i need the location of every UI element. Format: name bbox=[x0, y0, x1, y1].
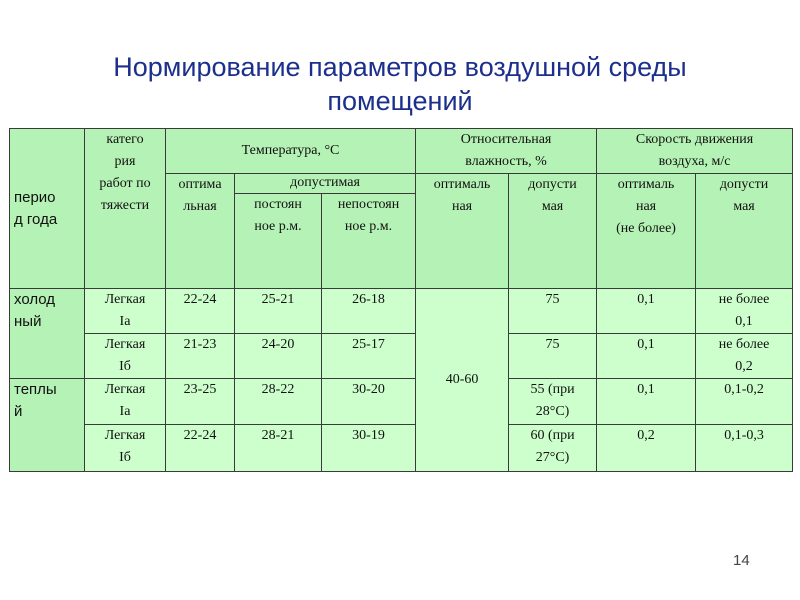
temp-permanent-cell: 28-21 bbox=[235, 425, 322, 472]
table-row bbox=[10, 289, 793, 334]
header-humidity-allowed: допусти мая bbox=[509, 174, 597, 289]
category-cell: Легкая Iа bbox=[85, 289, 166, 334]
temp-permanent-cell: 25-21 bbox=[235, 289, 322, 334]
temp-permanent-cell: 28-22 bbox=[235, 379, 322, 425]
temp-optimal-cell: 22-24 bbox=[166, 289, 235, 334]
category-cell: Легкая Iб bbox=[85, 334, 166, 379]
header-speed-allowed: допусти мая bbox=[696, 174, 793, 289]
speed-allowed-cell: не более 0,1 bbox=[696, 289, 793, 334]
humidity-allowed-cell: 75 bbox=[509, 289, 597, 334]
period-cold: холод ный bbox=[10, 289, 85, 379]
table-row bbox=[10, 379, 793, 425]
temp-nonpermanent-cell: 25-17 bbox=[322, 334, 416, 379]
header-temp-permanent: постоян ное р.м. bbox=[235, 194, 322, 289]
page-title bbox=[0, 50, 800, 118]
header-temp-optimal: оптима льная bbox=[166, 174, 235, 289]
table-row bbox=[10, 334, 793, 379]
temp-nonpermanent-cell: 26-18 bbox=[322, 289, 416, 334]
speed-optimal-cell: 0,2 bbox=[597, 425, 696, 472]
humidity-allowed-cell: 60 (при 27°C) bbox=[509, 425, 597, 472]
header-speed: Скорость движения воздуха, м/с bbox=[597, 129, 793, 174]
temp-permanent-cell: 24-20 bbox=[235, 334, 322, 379]
temp-nonpermanent-cell: 30-19 bbox=[322, 425, 416, 472]
humidity-optimal-cell: 40-60 bbox=[416, 289, 509, 472]
temp-optimal-cell: 23-25 bbox=[166, 379, 235, 425]
speed-optimal-cell: 0,1 bbox=[597, 289, 696, 334]
speed-optimal-cell: 0,1 bbox=[597, 379, 696, 425]
page-number: 14 bbox=[733, 552, 750, 569]
temp-optimal-cell: 21-23 bbox=[166, 334, 235, 379]
humidity-allowed-cell: 55 (при 28°C) bbox=[509, 379, 597, 425]
humidity-allowed-cell: 75 bbox=[509, 334, 597, 379]
header-temp-allowed: допустимая bbox=[235, 174, 416, 194]
header-humidity: Относительная влажность, % bbox=[416, 129, 597, 174]
category-cell: Легкая Iб bbox=[85, 425, 166, 472]
period-warm: теплы й bbox=[10, 379, 85, 472]
speed-allowed-cell: 0,1-0,3 bbox=[696, 425, 793, 472]
speed-optimal-cell: 0,1 bbox=[597, 334, 696, 379]
norms-table bbox=[9, 128, 793, 472]
header-category: катего рия работ по тяжести bbox=[85, 129, 166, 289]
header-temp-nonpermanent: непостоян ное р.м. bbox=[322, 194, 416, 289]
temp-nonpermanent-cell: 30-20 bbox=[322, 379, 416, 425]
header-row-1 bbox=[10, 129, 793, 174]
temp-optimal-cell: 22-24 bbox=[166, 425, 235, 472]
header-temperature: Температура, °C bbox=[166, 129, 416, 174]
header-period: перио д года bbox=[10, 129, 85, 289]
category-cell: Легкая Iа bbox=[85, 379, 166, 425]
speed-allowed-cell: 0,1-0,2 bbox=[696, 379, 793, 425]
title-line-2: помещений bbox=[327, 86, 473, 116]
title-line-1: Нормирование параметров воздушной среды bbox=[113, 52, 687, 82]
table-row bbox=[10, 425, 793, 472]
header-speed-optimal: оптималь ная (не более) bbox=[597, 174, 696, 289]
speed-allowed-cell: не более 0,2 bbox=[696, 334, 793, 379]
header-humidity-optimal: оптималь ная bbox=[416, 174, 509, 289]
